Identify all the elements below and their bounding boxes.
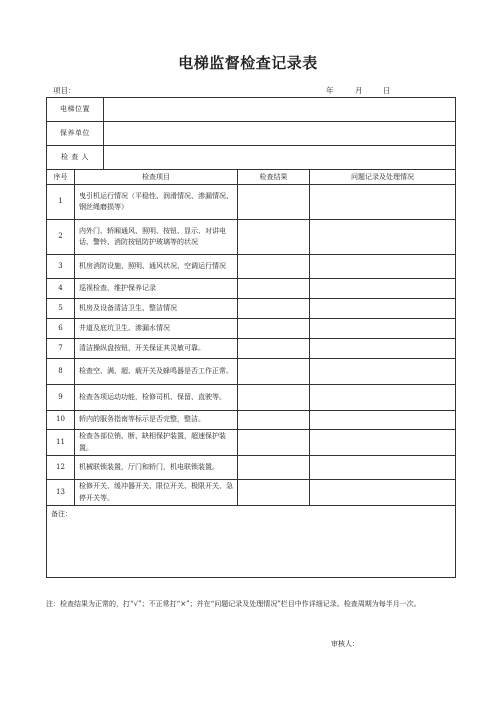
row-number: 11 xyxy=(47,430,75,456)
row-number: 3 xyxy=(47,255,75,279)
row-number: 2 xyxy=(47,220,75,255)
row-item-text: 检查空、满、超、载开关及蜂鸣器是否工作正常。 xyxy=(75,359,238,385)
info-row-location xyxy=(47,98,456,122)
row-issue-field[interactable] xyxy=(310,480,456,506)
info-value-field[interactable] xyxy=(75,98,456,122)
row-item-text: 机房消防设施、照明、通风状况、空调运行情况 xyxy=(75,255,238,279)
row-issue-field[interactable] xyxy=(310,359,456,385)
info-value-field[interactable] xyxy=(75,122,456,146)
row-issue-field[interactable] xyxy=(310,456,456,480)
inspection-table xyxy=(46,97,456,578)
table-row xyxy=(47,359,456,385)
notes-field[interactable]: 备注： xyxy=(47,506,456,578)
row-result-field[interactable] xyxy=(238,279,310,299)
row-item-text: 机房及设备清洁卫生、整洁情况 xyxy=(75,299,238,319)
row-item-text: 清洁操纵盘按钮，开关保证其灵敏可靠。 xyxy=(75,339,238,359)
header-result: 检查结果 xyxy=(238,170,310,185)
row-issue-field[interactable] xyxy=(310,255,456,279)
row-issue-field[interactable] xyxy=(310,385,456,411)
row-number: 9 xyxy=(47,385,75,411)
table-row xyxy=(47,456,456,480)
reviewer-label: 审核人： xyxy=(331,640,359,648)
year-label: 年 xyxy=(326,86,334,95)
info-label xyxy=(47,98,90,122)
table-row xyxy=(47,430,456,456)
info-row-maintenance-unit xyxy=(47,122,456,146)
row-result-field[interactable] xyxy=(238,359,310,385)
row-issue-field[interactable] xyxy=(310,339,456,359)
info-label xyxy=(47,146,89,170)
info-label xyxy=(47,122,90,146)
row-result-field[interactable] xyxy=(238,385,310,411)
row-number: 12 xyxy=(47,456,75,480)
row-number: 6 xyxy=(47,319,75,339)
info-label-text: 电梯位置 xyxy=(47,98,104,121)
day-label: 日 xyxy=(383,86,391,95)
table-row xyxy=(47,255,456,279)
row-issue-field[interactable] xyxy=(310,220,456,255)
table-row xyxy=(47,339,456,359)
table-row xyxy=(47,220,456,255)
row-issue-field[interactable] xyxy=(310,185,456,220)
row-number: 8 xyxy=(47,359,75,385)
row-item-text: 检修开关、缓冲器开关、限位开关、极限开关、急停开关等。 xyxy=(75,480,238,506)
info-label-text: 检 查 人 xyxy=(47,146,104,169)
row-result-field[interactable] xyxy=(238,411,310,430)
row-issue-field[interactable] xyxy=(310,299,456,319)
project-label: 项目： xyxy=(53,86,76,95)
row-result-field[interactable] xyxy=(238,430,310,456)
info-value-field[interactable] xyxy=(75,146,456,170)
row-result-field[interactable] xyxy=(238,480,310,506)
row-item-text: 轿内的服务指南等标示是否完整，整洁。 xyxy=(75,411,238,430)
row-item-text: 井道及底坑卫生、渗漏水情况 xyxy=(75,319,238,339)
table-row xyxy=(47,480,456,506)
table-row xyxy=(47,185,456,220)
row-number: 13 xyxy=(47,480,75,506)
table-row xyxy=(47,411,456,430)
row-number: 4 xyxy=(47,279,75,299)
month-label: 月 xyxy=(355,86,363,95)
date-fields xyxy=(326,85,406,96)
row-issue-field[interactable] xyxy=(310,411,456,430)
row-number: 7 xyxy=(47,339,75,359)
row-item-text: 检查各项运动功能，检修司机、保留、直驶等。 xyxy=(75,385,238,411)
header-item: 检查项目 xyxy=(75,170,238,185)
notes-row xyxy=(47,506,456,578)
row-item-text: 内外门、轿厢通风、照明、按钮、显示、对讲电话、警铃、消防按钮防护玻璃等的状况 xyxy=(75,220,238,255)
row-issue-field[interactable] xyxy=(310,430,456,456)
row-result-field[interactable] xyxy=(238,220,310,255)
row-result-field[interactable] xyxy=(238,456,310,480)
row-item-text: 检查各部位销、断、缺相保护装置，超速保护装置。 xyxy=(75,430,238,456)
row-result-field[interactable] xyxy=(238,299,310,319)
row-number: 1 xyxy=(47,185,75,220)
table-row xyxy=(47,319,456,339)
table-row xyxy=(47,299,456,319)
table-row xyxy=(47,279,456,299)
row-issue-field[interactable] xyxy=(310,319,456,339)
row-item-text: 机械联锁装置，厅门和轿门，机电联锁装置。 xyxy=(75,456,238,480)
row-result-field[interactable] xyxy=(238,339,310,359)
row-number: 5 xyxy=(47,299,75,319)
info-row-inspector xyxy=(47,146,456,170)
row-result-field[interactable] xyxy=(238,319,310,339)
info-label-text: 保养单位 xyxy=(47,122,104,145)
row-result-field[interactable] xyxy=(238,255,310,279)
header-seq: 序号 xyxy=(47,170,75,185)
row-result-field[interactable] xyxy=(238,185,310,220)
table-row xyxy=(47,385,456,411)
table-header-row xyxy=(47,170,456,185)
header-issue: 问题记录及处理情况 xyxy=(310,170,456,185)
row-issue-field[interactable] xyxy=(310,279,456,299)
row-item-text: 曳引机运行情况（平稳性、润滑情况、渗漏情况、钢丝绳磨损等） xyxy=(75,185,238,220)
page-title: 电梯监督检查记录表 xyxy=(178,54,318,72)
footnote: 注：检查结果为正常的，打“√”；不正常打“×”；并在“问题记录及处理情况”栏目中作详细记录。检查周期为每半月一次。 xyxy=(46,600,421,608)
row-item-text: 巡视检查、维护保养记录 xyxy=(75,279,238,299)
row-number: 10 xyxy=(47,411,75,430)
